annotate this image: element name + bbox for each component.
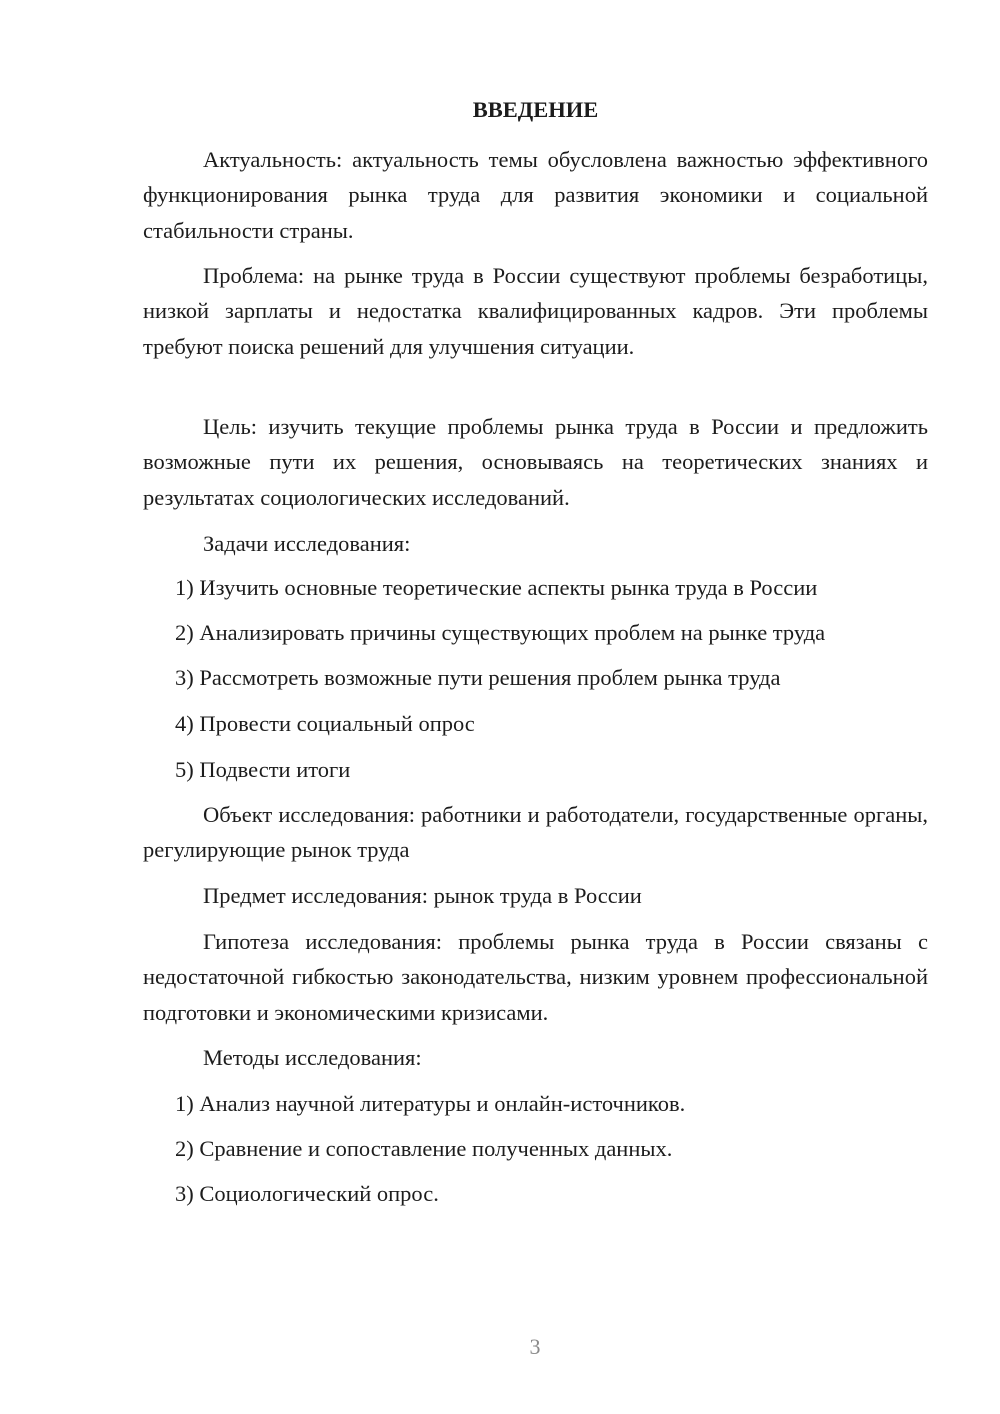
page-title: ВВЕДЕНИЕ (472, 97, 599, 122)
methods-heading: Методы исследования: (203, 1045, 422, 1070)
tasks-heading: Задачи исследования: (203, 531, 411, 556)
method-item: 1) Анализ научной литературы и онлайн-источников. (175, 1091, 686, 1116)
problem-paragraph: Проблема: на рынке труда в России существуют проблемы безработицы, низкой зарплаты и недостатка квалифицированных кадров. Эти проблемы требуют поиска решений для улучшения ситуации. (143, 263, 928, 359)
task-item: 1) Изучить основные теоретические аспекты рынка труда в России (175, 575, 818, 600)
subject-paragraph: Предмет исследования: рынок труда в России (203, 883, 642, 908)
goal-paragraph: Цель: изучить текущие проблемы рынка труда в России и предложить возможные пути их решения, основываясь на теоретических знаниях и результатах социологических исследований. (143, 414, 928, 510)
object-paragraph: Объект исследования: работники и работодатели, государственные органы, регулирующие рынок труда (143, 802, 928, 863)
method-item: 3) Социологический опрос. (175, 1181, 439, 1206)
page-number: 3 (529, 1334, 541, 1359)
hypothesis-paragraph: Гипотеза исследования: проблемы рынка труда в России связаны с недостаточной гибкостью законодательства, низким уровнем профессиональной подготовки и экономическими кризисами. (143, 929, 928, 1025)
task-item: 5) Подвести итоги (175, 757, 351, 782)
task-item: 4) Провести социальный опрос (175, 711, 475, 736)
relevance-paragraph: Актуальность: актуальность темы обусловлена важностью эффективного функционирования рынка труда для развития экономики и социальной стабильности страны. (143, 147, 928, 243)
task-item: 3) Рассмотреть возможные пути решения проблем рынка труда (175, 665, 781, 690)
method-item: 2) Сравнение и сопоставление полученных данных. (175, 1136, 673, 1161)
task-item: 2) Анализировать причины существующих проблем на рынке труда (175, 620, 826, 645)
